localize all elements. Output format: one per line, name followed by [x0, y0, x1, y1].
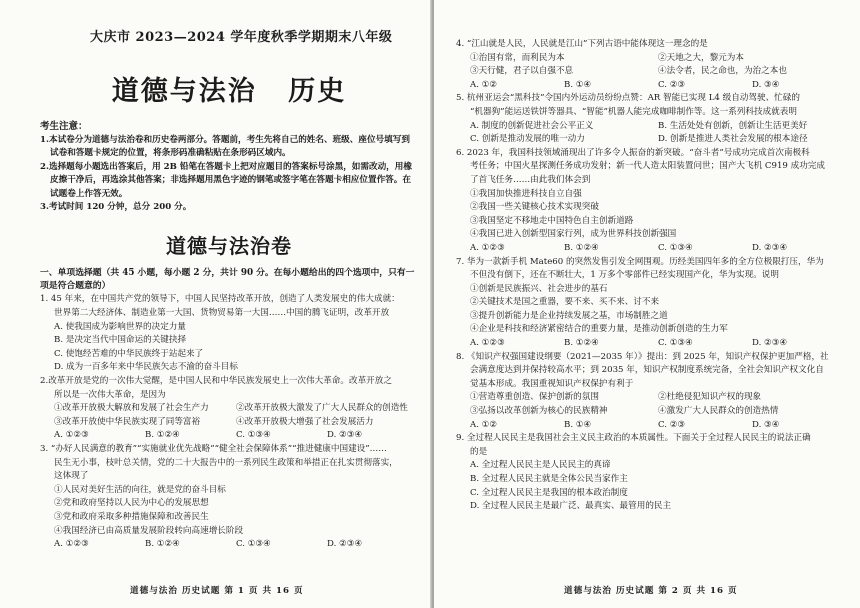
statement: ②我国一些关键核心技术实现突破: [470, 202, 599, 213]
choice-row: [456, 79, 846, 93]
statement: ③我国坚定不移地走中国特色自主创新道路: [470, 215, 634, 226]
choice-a: A. ①②: [470, 79, 498, 90]
choice-a: A. ①②③: [54, 539, 89, 550]
statement-row: [456, 65, 846, 79]
statement: ①我国加快推进科技自立自强: [470, 188, 582, 199]
statement: ③弘扬以改革创新为核心的民族精神: [470, 406, 608, 417]
question-text: 4. “江山就是人民，人民就是江山”下列古语中能体现这一理念的是: [456, 39, 708, 49]
statement: ①人民对美好生活的向往，就是党的奋斗目标: [54, 484, 226, 495]
statement-row: [456, 391, 846, 405]
option-b: B. 是决定当代中国命运的关键抉择: [54, 335, 187, 346]
question-text: 8. 《知识产权强国建设纲要（2021—2035 年）》提出：到 2025 年，知识产权保护更加严格，社: [456, 351, 829, 362]
choice-a: A. ①②: [470, 419, 498, 430]
choice-row: [456, 337, 846, 351]
choice-c: C. ①③④: [658, 242, 693, 253]
choice-row: [40, 538, 418, 552]
choice-row: [456, 120, 846, 134]
choice-a: A. 制度的创新促进社会公平正义: [470, 120, 594, 131]
statement: ④我国经济已由高质量发展阶段转向高速增长阶段: [54, 525, 244, 536]
question-text: 不但没有倒下，还在不断壮大，1 万多个零部件已经实现国产化，华为实现。说明: [470, 270, 779, 281]
statement-row: [40, 416, 418, 430]
question-text: 7. 华为一款新手机 Mate60 的突然发售引发全网围观。历经美国四年多的全方位极限打压，华为: [456, 256, 824, 267]
statement: ②关键技术是国之重器，要不来、买不来、讨不来: [470, 297, 660, 308]
option-c: C. 全过程人民民主是我国的根本政治制度: [470, 487, 628, 498]
choice-row: [456, 419, 846, 433]
question-text: 的是: [470, 446, 488, 457]
statement: ④企业是科技和经济紧密结合的重要力量，是推动创新创造的生力军: [470, 324, 728, 335]
statement: ③天行健，君子以自强不息: [470, 66, 574, 77]
question-text: 世界第二大经济体、制造业第一大国、货物贸易第一大国……中国的腾飞证明，改革开放: [54, 308, 390, 319]
question-text: 2.改革开放是党的一次伟大觉醒，是中国人民和中华民族发展史上一次伟大革命。改革开放之: [40, 376, 392, 386]
choice-b: B. ①②④: [145, 430, 180, 441]
section-heading: 一、单项选择题（共 45 小题，每小题 2 分，共计 90 分。在每小题给出的四个选项中，只有一项是符合题意的）: [40, 268, 415, 292]
option-d: D. 成为一百多年来中华民族矢志不渝的奋斗目标: [54, 362, 238, 373]
choice-row: [40, 429, 418, 443]
choice-c: C. 创新是推动发展的唯一动力: [470, 134, 585, 145]
exam-title-subject-a: 道德与法治: [111, 76, 257, 107]
question-text: 考任务；中国火星探测任务成功发射；新一代人造太阳装置问世；国产大飞机 C919 成功完成: [470, 161, 826, 172]
question-text: 会满意度达到并保持较高水平；到 2035 年，知识产权制度系统完备，全社会知识产权文化自: [470, 365, 824, 376]
choice-c: C. ②③: [658, 419, 686, 430]
statement: ①创新是民族振兴、社会进步的基石: [470, 283, 608, 294]
statement: ②改革开放极大激发了广大人民群众的创造性: [236, 403, 408, 414]
choice-a: A. ①②③: [470, 242, 505, 253]
statement: ②天地之大，黎元为本: [658, 52, 744, 63]
question-text: 9. 全过程人民民主是我国社会主义民主政治的本质属性。下面关于全过程人民民主的说法正确: [456, 433, 811, 444]
statement: ①改革开放极大解放和发展了社会生产力: [54, 403, 209, 414]
question-3: [40, 443, 418, 552]
statement: ③党和政府采取多种措施保障和改善民生: [54, 511, 209, 522]
choice-b: B. ①②④: [145, 539, 180, 550]
note-item: 1.本试卷分为道德与法治卷和历史卷两部分。答题前，考生先将自己的姓名、班级、座位号填写到试卷和答题卡规定的位置，将条形码准确粘贴在条形码区域内。: [40, 135, 410, 159]
statement: ①营造尊重创造、保护创新的氛围: [470, 392, 599, 403]
question-text: “机器狗”能运送铁饼等器具、“智能”机器人能完成咖啡制作等。这一系列科技成就表明: [470, 106, 797, 117]
question-text: 民生无小事，枝叶总关情，党的二十大报告中的一系列民生政策和举措正在扎实贯彻落实，: [54, 457, 398, 468]
statement-row: [40, 402, 418, 416]
note-item: 3.考试时间 120 分钟，总分 200 分。: [40, 202, 192, 213]
question-5: [456, 92, 846, 146]
option-b: B. 全过程人民民主就是全体公民当家作主: [470, 474, 628, 484]
choice-row: [456, 242, 846, 256]
paper-subtitle: 道德与法治卷: [166, 234, 292, 259]
question-text: 觉基本形成。我国重视知识产权保护有利于: [470, 378, 634, 389]
note-item: 2.选择题每小题选出答案后，用 2B 铅笔在答题卡上把对应题目的答案标号涂黑，如需改动，用橡皮擦干净后，再选涂其他答案；非选择题用黑色字迹的钢笔或签字笔在答题卡相应位置作答。在试题卷上作答无效。: [40, 161, 412, 199]
question-2: [40, 375, 418, 443]
question-4: [456, 38, 846, 92]
exam-title: [40, 69, 418, 108]
choice-d: D. ②③④: [752, 338, 788, 349]
statement: ④改革开放极大增强了社会发展活力: [236, 416, 374, 427]
page-footer: 道德与法治 历史试题 第 2 页 共 16 页: [564, 586, 738, 596]
statement: ④激发广大人民群众的创造热情: [658, 406, 779, 417]
choice-c: C. ②③: [658, 79, 686, 90]
question-text: 5. 杭州亚运会“黑科技”令国内外运动员纷纷点赞：AR 智能已实现 L4 级自动驾驶、忙碌的: [456, 93, 800, 104]
choice-d: D. ③④: [752, 419, 780, 430]
choice-d: D. ②③④: [327, 539, 363, 550]
statement: ②党和政府坚持以人民为中心的发展思想: [54, 498, 209, 509]
choice-row: [456, 133, 846, 147]
option-d: D. 全过程人民民主是最广泛、最真实、最管用的民主: [470, 501, 672, 512]
notes-heading: 考生注意：: [40, 121, 88, 132]
question-1: [40, 293, 418, 375]
choice-d: D. 创新是推进人类社会发展的根本途径: [658, 134, 808, 145]
statement: ③提升创新能力是企业持续发展之基，市场制胜之道: [470, 310, 668, 321]
choice-b: B. ①②④: [564, 338, 599, 349]
exam-header: 大庆市 2023—2024 学年度秋季学期期末八年级: [90, 30, 393, 45]
question-9: [456, 432, 846, 514]
statement: ②杜绝侵犯知识产权的现象: [658, 392, 762, 403]
question-text: 这体现了: [54, 471, 89, 482]
choice-d: D. ③④: [752, 79, 780, 90]
statement-row: [456, 405, 846, 419]
choice-a: A. ①②③: [470, 338, 505, 349]
choice-d: D. ②③④: [752, 242, 788, 253]
option-c: C. 使饱经苦难的中华民族终于站起来了: [54, 348, 204, 359]
question-text: 6. 2023 年，我国科技领域涌现出了许多令人振奋的新突破。“奋斗者”号成功完成首次南极科: [456, 147, 810, 158]
option-a: A. 全过程人民民主是人民民主的真谛: [470, 460, 611, 471]
choice-c: C. ①③④: [658, 338, 693, 349]
statement: ③改革开放使中华民族实现了同等富裕: [54, 416, 201, 427]
question-text: 所以是一次伟大革命，是因为: [54, 389, 166, 400]
statement-row: [456, 52, 846, 66]
page-footer: 道德与法治 历史试题 第 1 页 共 16 页: [130, 586, 304, 596]
question-7: [456, 256, 846, 351]
choice-c: C. ①③④: [236, 430, 271, 441]
choice-a: A. ①②③: [54, 430, 89, 441]
choice-d: D. ②③④: [327, 430, 363, 441]
choice-b: B. ①②④: [564, 242, 599, 253]
choice-b: B. 生活处处有创新，创新让生活更美好: [658, 120, 808, 131]
question-6: [456, 147, 846, 256]
statement: ④法令者，民之命也，为治之本也: [658, 66, 787, 77]
statement: ①治国有常，而利民为本: [470, 52, 565, 63]
option-a: A. 使我国成为影响世界的决定力量: [54, 321, 186, 332]
exam-title-subject-b: 历史: [288, 76, 347, 107]
question-text: 1. 45 年来，在中国共产党的领导下，中国人民坚持改革开放，创造了人类发展史的伟大成就：: [40, 294, 400, 305]
question-8: [456, 351, 846, 433]
question-text: 3. “办好人民满意的教育”“实施就业优先战略”“健全社会保障体系”“推进健康中国建设”……: [40, 443, 387, 454]
choice-c: C. ①③④: [236, 539, 271, 550]
exam-page-right: [434, 0, 860, 608]
choice-b: B. ①④: [564, 79, 592, 90]
choice-b: B. ①④: [564, 419, 592, 430]
statement: ④我国已进入创新型国家行列，成为世界科技创新强国: [470, 229, 677, 240]
question-text: 了首飞任务……由此我们体会到: [470, 174, 591, 185]
